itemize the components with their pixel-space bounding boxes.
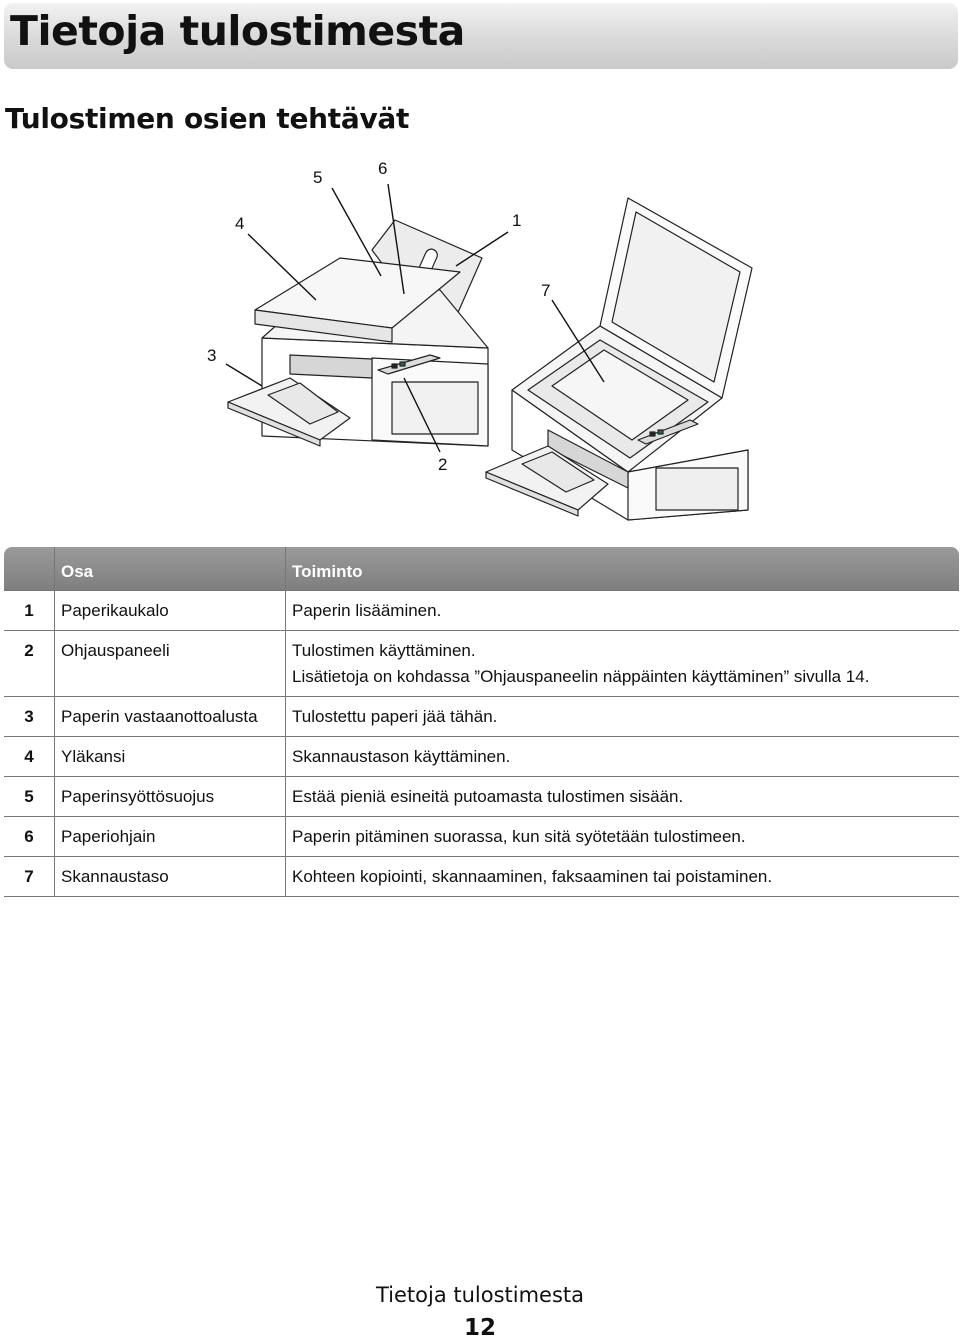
header-part: Osa (55, 547, 286, 591)
row-part: Paperiohjain (55, 817, 286, 857)
row-function-cell (286, 631, 960, 697)
footer-title: Tietoja tulostimesta (375, 1283, 585, 1307)
title-bar (4, 3, 958, 69)
row-part: Paperikaukalo (55, 591, 286, 631)
row-function: Kohteen kopiointi, skannaaminen, faksaaminen tai poistaminen. (286, 857, 960, 897)
callout-2: 2 (438, 455, 448, 474)
row-part: Paperinsyöttösuojus (55, 777, 286, 817)
row-function: Skannaustason käyttäminen. (286, 737, 960, 777)
table-row (4, 697, 959, 737)
header-function: Toiminto (286, 547, 960, 591)
row-function: Paperin lisääminen. (286, 591, 960, 631)
callout-7: 7 (541, 281, 551, 300)
row-part: Ohjauspaneeli (55, 631, 286, 697)
page-number: 12 (463, 1315, 496, 1341)
parts-table (4, 547, 959, 897)
row-part: Paperin vastaanottoalusta (55, 697, 286, 737)
row-part: Skannaustaso (55, 857, 286, 897)
table-row (4, 777, 959, 817)
callout-3: 3 (207, 346, 217, 365)
row-function: Estää pieniä esineitä putoamasta tulostimen sisään. (286, 777, 960, 817)
row-number: 7 (4, 857, 55, 897)
row-part: Yläkansi (55, 737, 286, 777)
row-function: Tulostettu paperi jää tähän. (286, 697, 960, 737)
row-number: 3 (4, 697, 55, 737)
table-row (4, 857, 959, 897)
row-number: 2 (4, 631, 55, 697)
table-row (4, 817, 959, 857)
printer-illustration (0, 150, 960, 530)
row-number: 6 (4, 817, 55, 857)
section-title: Tulostimen osien tehtävät (5, 102, 410, 135)
table-row (4, 737, 959, 777)
row-number: 1 (4, 591, 55, 631)
printer-diagram (0, 150, 960, 530)
table-header-row (4, 547, 959, 591)
row-function: Tulostimen käyttäminen. (292, 641, 476, 660)
table-row (4, 631, 959, 697)
row-function: Paperin pitäminen suorassa, kun sitä syötetään tulostimeen. (286, 817, 960, 857)
callout-4: 4 (235, 214, 245, 233)
row-function-detail: Lisätietoja on kohdassa ”Ohjauspaneelin näppäinten käyttäminen” sivulla 14. (292, 667, 870, 686)
callout-6: 6 (378, 159, 388, 178)
callout-5: 5 (313, 168, 323, 187)
table-row (4, 591, 959, 631)
page-title: Tietoja tulostimesta (10, 7, 465, 55)
header-number (4, 547, 55, 591)
row-number: 4 (4, 737, 55, 777)
row-number: 5 (4, 777, 55, 817)
callout-1: 1 (512, 211, 522, 230)
